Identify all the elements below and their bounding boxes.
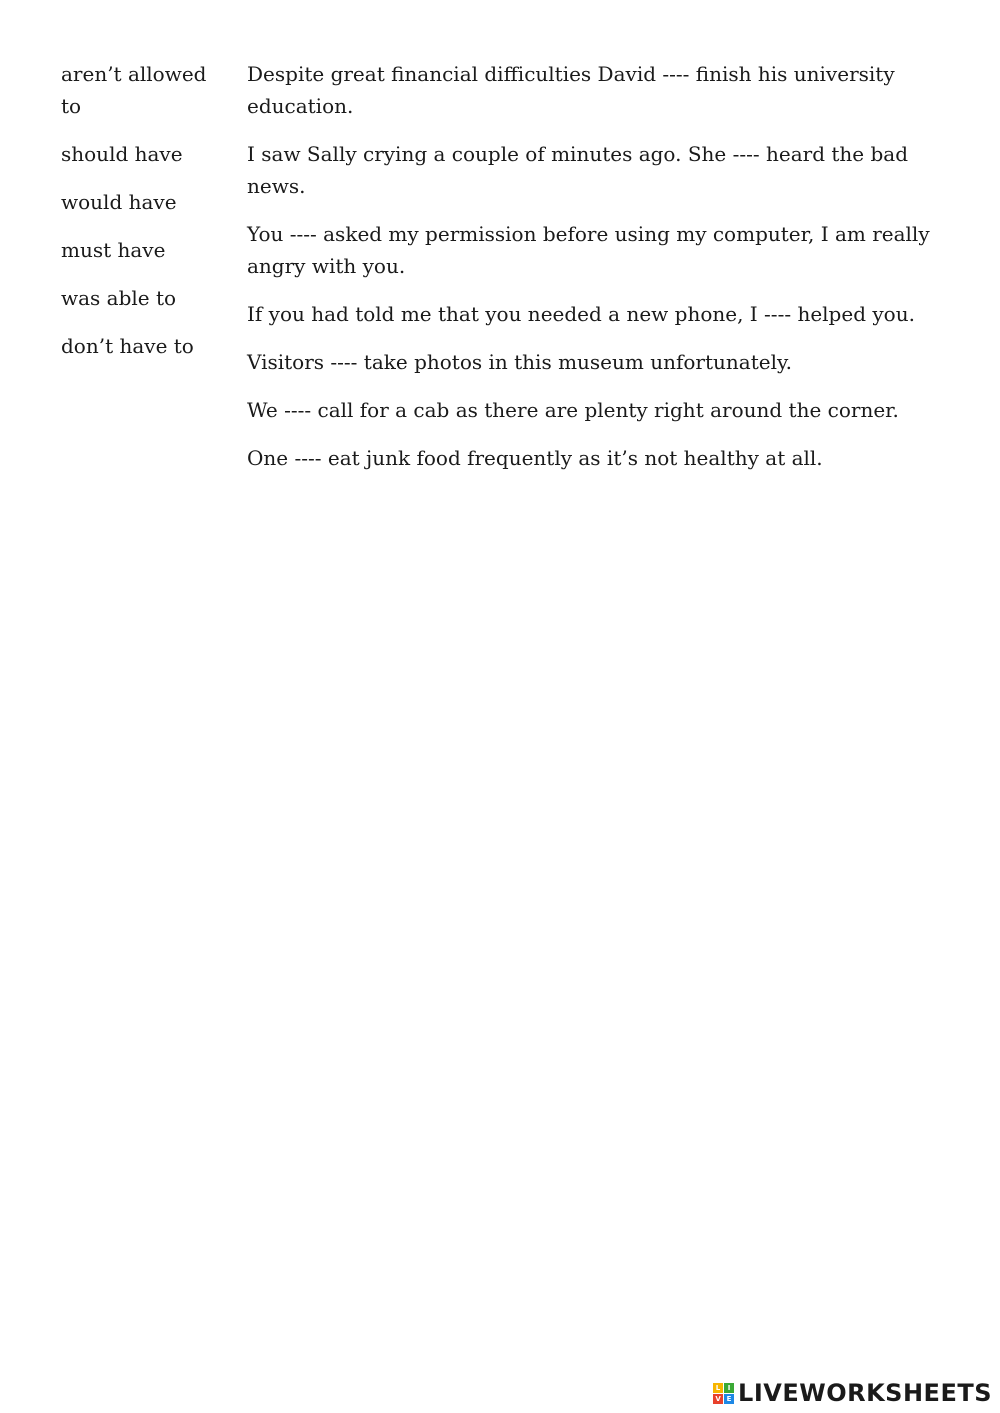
answer-options-list	[61, 58, 221, 378]
logo-icon	[713, 1383, 734, 1404]
option-item: should have	[61, 142, 183, 166]
logo-square-icon: L	[713, 1383, 723, 1393]
option-item: would have	[61, 190, 177, 214]
sentence-item: You ---- asked my permission before using my computer, I am really angry with you.	[247, 222, 930, 278]
liveworksheets-logo	[713, 1379, 992, 1407]
sentence-item: I saw Sally crying a couple of minutes ago. She ---- heard the bad news.	[247, 142, 909, 198]
logo-square-icon: I	[724, 1383, 734, 1393]
sentence-item: We ---- call for a cab as there are plenty right around the corner.	[247, 398, 899, 422]
logo-square-icon: V	[713, 1394, 723, 1404]
sentence-item: If you had told me that you needed a new phone, I ---- helped you.	[247, 302, 915, 326]
option-item: don’t have to	[61, 334, 194, 358]
sentence-item: Visitors ---- take photos in this museum unfortunately.	[247, 350, 792, 374]
sentence-item: Despite great financial difficulties David ---- finish his university education.	[247, 62, 895, 118]
option-item: must have	[61, 238, 166, 262]
exercise-sentences	[247, 58, 947, 490]
option-item: was able to	[61, 286, 177, 310]
logo-wordmark: LIVEWORKSHEETS	[738, 1379, 992, 1407]
sentence-item: One ---- eat junk food frequently as it’s not healthy at all.	[247, 446, 823, 470]
option-item: aren’t allowed to	[61, 62, 207, 118]
logo-square-icon: E	[724, 1394, 734, 1404]
